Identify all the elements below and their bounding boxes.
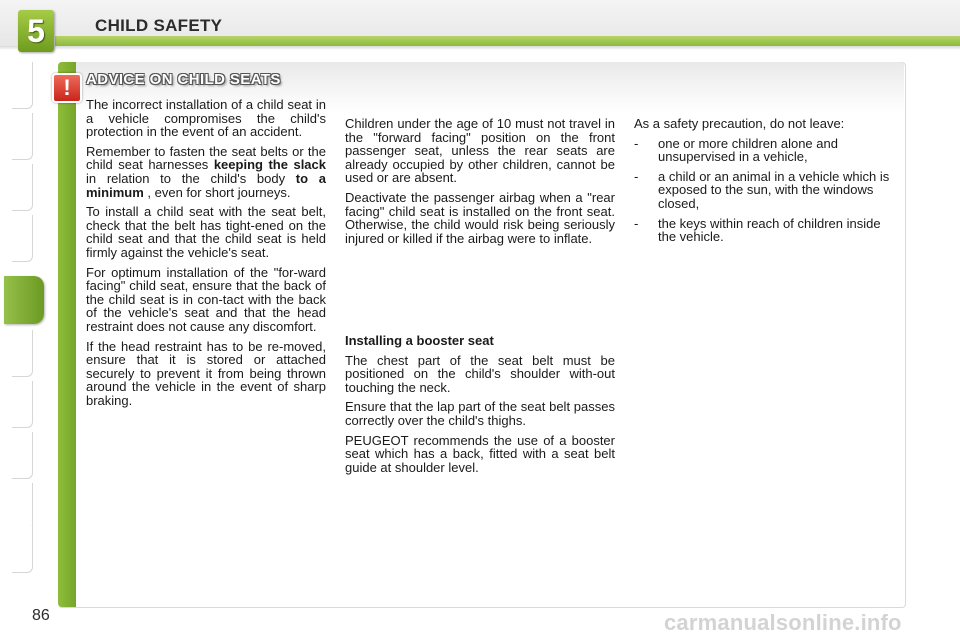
list-item-text: the keys within reach of children inside the vehicle. bbox=[658, 215, 881, 245]
page-number: 86 bbox=[32, 607, 50, 624]
chapter-tab-active[interactable] bbox=[4, 276, 44, 324]
column-1 bbox=[86, 98, 326, 413]
bold-text: keeping the slack bbox=[213, 157, 327, 173]
dash-bullet: - bbox=[634, 168, 639, 184]
watermark: carmanualsonline.info bbox=[664, 610, 902, 635]
column-2 bbox=[345, 117, 615, 251]
list-item-text: one or more children alone and unsupervised in a vehicle, bbox=[658, 135, 838, 165]
booster-seat-heading: Installing a booster seat bbox=[345, 333, 494, 348]
chapter-tabs bbox=[12, 62, 36, 572]
chapter-title: CHILD SAFETY bbox=[95, 16, 223, 35]
header-shadow bbox=[0, 46, 960, 50]
paragraph: To install a child seat with the seat belt, check that the belt has tight-ened on the child seat and that the child seat is held firmly against the vehicle's seat. bbox=[86, 204, 326, 260]
chapter-tab[interactable] bbox=[12, 526, 33, 573]
chapter-tab[interactable] bbox=[12, 62, 33, 109]
paragraph: The incorrect installation of a child seat in a vehicle compromises the child's protection in the event of an accident. bbox=[86, 97, 326, 140]
list-item bbox=[634, 217, 890, 244]
paragraph: For optimum installation of the "for-ward facing" child seat, ensure that the back of the child seat is in con-tact with the back of the vehicle's seat and that the head restraint does not cause any discomfort. bbox=[86, 264, 326, 334]
content-green-edge bbox=[58, 62, 76, 607]
chapter-tab[interactable] bbox=[12, 432, 33, 479]
header-accent-line bbox=[55, 36, 960, 46]
list-item bbox=[634, 137, 890, 164]
paragraph: As a safety precaution, do not leave: bbox=[634, 116, 845, 131]
paragraph: The chest part of the seat belt must be positioned on the child's shoulder with-out touching the neck. bbox=[345, 352, 615, 395]
chapter-tab[interactable] bbox=[12, 330, 33, 377]
column-3 bbox=[634, 117, 890, 250]
chapter-tab[interactable] bbox=[12, 215, 33, 262]
text-run: , even for short journeys. bbox=[143, 184, 291, 200]
chapter-tab[interactable] bbox=[12, 113, 33, 160]
paragraph: Children under the age of 10 must not travel in the "forward facing" position on the front passenger seat, unless the rear seats are already occupied by other children, cannot be used or are absent. bbox=[345, 116, 615, 186]
section-title: ADVICE ON CHILD SEATS bbox=[86, 71, 281, 88]
text-run: Remember to fasten the seat belts or the child seat harnesses bbox=[86, 143, 326, 173]
list-item-text: a child or an animal in a vehicle which is exposed to the sun, with the windows closed, bbox=[658, 168, 890, 211]
bold-text: to a minimum bbox=[86, 170, 326, 200]
chapter-number-badge: 5 bbox=[18, 10, 54, 52]
list-item bbox=[634, 170, 890, 211]
chapter-tab[interactable] bbox=[12, 381, 33, 428]
paragraph: Deactivate the passenger airbag when a "rear facing" child seat is installed on the front seat. Otherwise, the child would risk being seriously injured or killed if the airbag were to inflate. bbox=[345, 189, 615, 246]
dash-bullet: - bbox=[634, 135, 639, 151]
text-run: in relation to the child's body bbox=[86, 170, 296, 186]
paragraph: Ensure that the lap part of the seat belt passes correctly over the child's thighs. bbox=[345, 399, 615, 428]
paragraph-seat-belts bbox=[86, 145, 326, 199]
warning-icon: ! bbox=[52, 73, 82, 103]
chapter-tab[interactable] bbox=[12, 164, 33, 211]
chapter-tab[interactable] bbox=[12, 483, 33, 530]
paragraph: If the head restraint has to be re-moved, ensure that it is stored or attached securely to prevent it from being thrown around the vehicle in the event of sharp braking. bbox=[86, 338, 326, 408]
dash-bullet: - bbox=[634, 215, 639, 231]
paragraph: PEUGEOT recommends the use of a booster seat which has a back, fitted with a seat belt guide at shoulder level. bbox=[345, 432, 615, 475]
booster-seat-section bbox=[345, 334, 615, 480]
